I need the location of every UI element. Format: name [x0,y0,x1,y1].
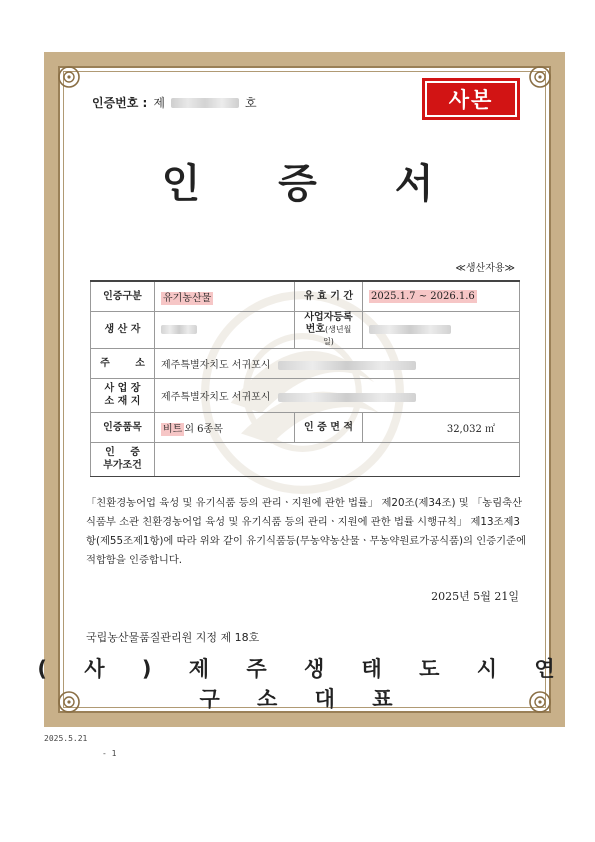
area-label: 인 증 면 적 [295,412,363,442]
certificate-number-prefix: 제 [153,96,165,110]
conditions-label-line2: 부가조건 [103,460,142,471]
issue-date: 2025년 5월 21일 [431,590,519,603]
conditions-label [91,442,155,476]
footer-page-number: - 1 [102,749,117,758]
address-value [155,348,520,378]
table-row [91,412,520,442]
certificate-number-suffix: 호 [244,96,257,110]
table-row [91,348,520,378]
cert-type-label: 인증구분 [91,281,155,311]
producer-value [155,311,295,348]
items-value [155,412,295,442]
business-reg-value [363,311,520,348]
redacted-number [171,98,239,108]
cert-type-value [155,281,295,311]
items-value-highlight: 비트 [163,423,183,435]
table-row [91,311,520,348]
table-row [91,378,520,412]
site-label [91,378,155,412]
redacted-address [278,361,416,370]
corner-ornament-icon [56,64,82,90]
site-label-line2: 소 재 지 [104,396,141,407]
redacted-site [278,393,416,402]
issuer-designation: 국립농산물품질관리원 지정 제 18호 [86,631,260,644]
certificate-number-label: 인증번호 : [92,96,148,110]
business-reg-label-line1: 사업자등록 [304,311,353,323]
copy-stamp-label: 사본 [425,81,517,117]
document-title: 인 증 서 [161,161,466,207]
table-row [91,281,520,311]
corner-ornament-icon [527,64,553,90]
validity-value-text: 2025.1.7 ~ 2026.1.6 [371,290,475,302]
items-label: 인증품목 [91,412,155,442]
purpose-label: ≪생산자용≫ [455,263,515,274]
address-label: 주 소 [91,348,155,378]
site-value-text: 제주특별자치도 서귀포시 [161,391,271,403]
items-value-rest: 외 6종목 [184,423,223,435]
site-value [155,378,520,412]
address-value-text: 제주특별자치도 서귀포시 [161,359,271,371]
representative-name: ( 사 ) 제 주 생 태 도 시 연 구 소 대 표 [37,657,570,711]
redacted-producer [161,325,197,334]
footer-date: 2025.5.21 [44,734,88,743]
business-reg-label-line3: (생년월일) [323,324,352,346]
business-reg-label-line2: 번호 [305,323,325,335]
table-row [91,442,520,476]
business-reg-label [295,311,363,348]
certificate-table [90,280,520,477]
producer-label: 생 산 자 [91,311,155,348]
site-label-line1: 사 업 장 [104,383,141,394]
validity-value [363,281,520,311]
copy-stamp [422,78,520,120]
certification-statement: 「친환경농어업 육성 및 유기식품 등의 관리ㆍ지원에 관한 법률」 제20조(제34조) 및 「농림축산식품부 소관 친환경농어업 육성 및 유기식품 등의 관리ㆍ지원에 관한 법률 시행규칙」 제13조제3항(제55조제1항)에 따라 위와 같이 유기식품등(무농약농산물ㆍ무농약원료가공식품)의 인증기준에 적합함을 인증합니다. [86,497,527,566]
cert-type-value-text: 유기농산물 [163,292,212,304]
validity-label: 유 효 기 간 [295,281,363,311]
redacted-business-reg [369,325,451,334]
area-value: 32,032 ㎡ [363,412,520,442]
conditions-label-line1: 인 증 [105,447,140,458]
certificate-number [92,94,257,111]
conditions-value [155,442,520,476]
